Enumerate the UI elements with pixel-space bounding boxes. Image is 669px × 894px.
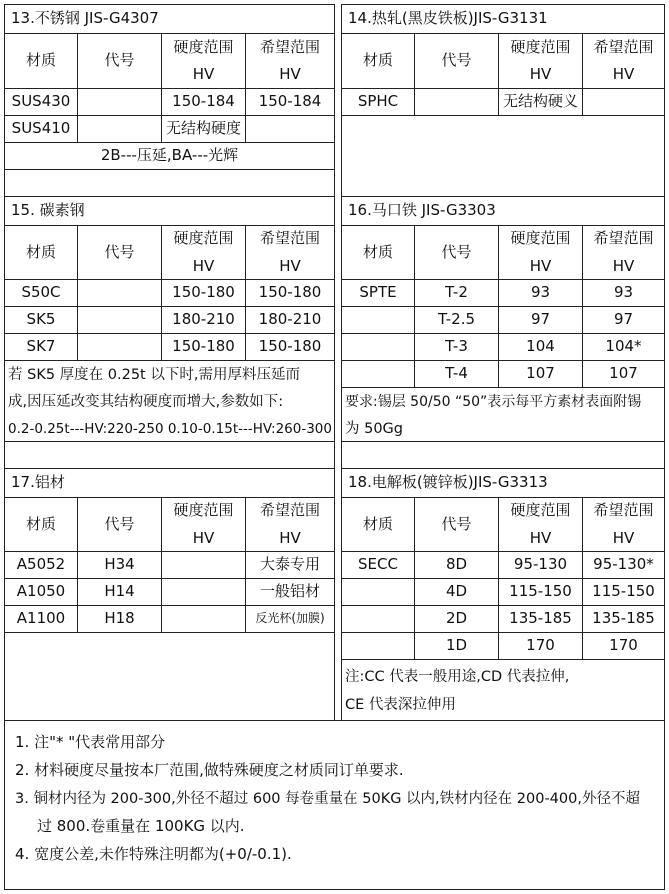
s15-header-hardness-line1: 硬度范围 xyxy=(173,229,234,248)
s13-row2-hardness: 无结构硬度 xyxy=(161,115,246,143)
s16-row2-wanted: 97 xyxy=(582,306,665,334)
section-18-title: 18.电解板(镀锌板)JIS-G3313 xyxy=(341,468,665,498)
s13-header-code: 代号 xyxy=(77,33,162,89)
s16-row4-material xyxy=(341,360,415,388)
s14-header-code: 代号 xyxy=(414,33,499,89)
s16-header-material: 材质 xyxy=(341,225,415,280)
s18-row3-code: 2D xyxy=(414,605,499,633)
section-14-title: 14.热轧(黑皮铁板)JIS-G3131 xyxy=(341,4,665,34)
s15-header-material: 材质 xyxy=(4,225,78,280)
s17-header-hardness-line2: HV xyxy=(192,528,215,547)
s15-empty-row xyxy=(4,441,335,469)
s13-header-wanted xyxy=(245,33,335,89)
s17-row3-wanted: 反光杯(加膜) xyxy=(245,605,335,633)
s16-header-hardness-line2: HV xyxy=(529,256,552,275)
s14-header-hardness-line1: 硬度范围 xyxy=(510,37,571,56)
s18-row2-code: 4D xyxy=(414,578,499,606)
s16-row2-material xyxy=(341,306,415,334)
s17-row2-code: H14 xyxy=(77,578,162,606)
s16-header-hardness xyxy=(498,225,583,280)
s18-row1-wanted: 95-130* xyxy=(582,551,665,579)
s13-header-hardness-line2: HV xyxy=(192,65,215,83)
s13-header-wanted-line2: HV xyxy=(279,65,301,83)
s14-empty-area xyxy=(341,115,665,197)
s17-row1-code: H34 xyxy=(77,551,162,579)
s14-header-hardness-line2: HV xyxy=(529,65,552,83)
s13-header-wanted-line1: 希望范围 xyxy=(259,37,320,56)
s13-row1-wanted: 150-184 xyxy=(245,88,335,116)
s15-header-hardness xyxy=(161,225,246,280)
section-13-title: 13.不锈钢 JIS-G4307 xyxy=(4,4,335,34)
s16-row4-hardness: 107 xyxy=(498,360,583,388)
s16-empty-row xyxy=(341,441,665,469)
s18-row2-hardness: 115-150 xyxy=(498,578,583,606)
s17-header-material: 材质 xyxy=(4,497,78,552)
s16-row3-material xyxy=(341,333,415,361)
s18-row2-wanted: 115-150 xyxy=(582,578,665,606)
s16-note-line1: 要求:锡层 50/50 “50”表示每平方素材表面附锡 xyxy=(345,394,642,410)
s13-row2-code xyxy=(77,115,162,143)
s14-row1-wanted xyxy=(582,88,665,116)
s16-row2-hardness: 97 xyxy=(498,306,583,334)
note-3-line1: 3. 铜材内径为 200-300,外径不超过 600 每卷重量在 50KG 以内,铁材内径在 200-400,外径不超 xyxy=(15,791,640,807)
s17-row2-wanted: 一般铝材 xyxy=(245,578,335,606)
note-3-line2: 过 800.卷重量在 100KG 以内. xyxy=(37,817,245,835)
s14-header-material: 材质 xyxy=(341,33,415,89)
s13-header-hardness-line1: 硬度范围 xyxy=(173,37,234,56)
s18-row1-code: 8D xyxy=(414,551,499,579)
s13-row1-hardness: 150-184 xyxy=(161,88,246,116)
s17-empty-area xyxy=(4,632,335,721)
s15-row3-hardness: 150-180 xyxy=(161,333,246,361)
s15-header-hardness-line2: HV xyxy=(192,256,215,275)
section-17-title: 17.铝材 xyxy=(4,468,335,498)
s15-row1-material: S50C xyxy=(4,279,78,307)
s15-row2-hardness: 180-210 xyxy=(161,306,246,334)
s18-note-line1: 注:CC 代表一般用途,CD 代表拉伸, xyxy=(345,669,570,685)
s13-note: 2B---压延,BA---光辉 xyxy=(4,142,335,170)
s16-header-code: 代号 xyxy=(414,225,499,280)
s17-row1-wanted: 大泰专用 xyxy=(245,551,335,579)
s17-header-wanted-line2: HV xyxy=(279,528,301,547)
s15-row3-material: SK7 xyxy=(4,333,78,361)
s15-row1-wanted: 150-180 xyxy=(245,279,335,307)
s13-header-material: 材质 xyxy=(4,33,78,89)
s16-header-wanted xyxy=(582,225,665,280)
s17-header-code: 代号 xyxy=(77,497,162,552)
s18-header-wanted-line2: HV xyxy=(612,528,635,547)
s18-header-hardness-line2: HV xyxy=(529,528,552,547)
note-4: 4. 宽度公差,未作特殊注明都为(+0/-0.1). xyxy=(15,845,292,863)
s17-row2-material: A1050 xyxy=(4,578,78,606)
s14-row1-material: SPHC xyxy=(341,88,415,116)
s15-row1-code xyxy=(77,279,162,307)
s16-header-hardness-line1: 硬度范围 xyxy=(510,229,571,248)
s16-row1-hardness: 93 xyxy=(498,279,583,307)
s16-row3-hardness: 104 xyxy=(498,333,583,361)
section-15-title: 15. 碳素钢 xyxy=(4,196,335,226)
s13-row2-wanted xyxy=(245,115,335,143)
s18-header-code: 代号 xyxy=(414,497,499,552)
s15-row3-wanted: 150-180 xyxy=(245,333,335,361)
note-1: 1. 注"* "代表常用部分 xyxy=(15,733,166,751)
s18-row3-wanted: 135-185 xyxy=(582,605,665,633)
s16-header-wanted-line1: 希望范围 xyxy=(593,229,654,248)
s17-header-hardness xyxy=(161,497,246,552)
s15-header-code: 代号 xyxy=(77,225,162,280)
s17-row3-hardness xyxy=(161,605,246,633)
s16-note-line2: 为 50Gg xyxy=(345,421,403,437)
general-notes-box xyxy=(4,720,665,890)
s17-row3-code: H18 xyxy=(77,605,162,633)
s18-note-line2: CE 代表深拉伸用 xyxy=(345,697,456,713)
s15-note-line2: 成,因压延改变其结构硬度而增大,参数如下: xyxy=(8,394,284,410)
s18-row2-material xyxy=(341,578,415,606)
s16-row1-wanted: 93 xyxy=(582,279,665,307)
s15-row2-wanted: 180-210 xyxy=(245,306,335,334)
s13-header-hardness xyxy=(161,33,246,89)
s17-header-wanted xyxy=(245,497,335,552)
s15-row2-material: SK5 xyxy=(4,306,78,334)
s17-header-hardness-line1: 硬度范围 xyxy=(173,501,234,520)
s17-header-wanted-line1: 希望范围 xyxy=(259,501,320,520)
s14-row1-hardness: 无结构硬义 xyxy=(498,88,583,116)
s15-header-wanted xyxy=(245,225,335,280)
s15-header-wanted-line2: HV xyxy=(279,256,301,275)
s16-header-wanted-line2: HV xyxy=(612,256,635,275)
s17-row3-material: A1100 xyxy=(4,605,78,633)
s18-header-hardness-line1: 硬度范围 xyxy=(510,501,571,520)
s14-header-wanted-line2: HV xyxy=(612,65,635,83)
s18-row4-code: 1D xyxy=(414,632,499,660)
s15-note-line3: 0.2-0.25t---HV:220-250 0.10-0.15t---HV:260-300 xyxy=(8,421,332,437)
s15-row2-code xyxy=(77,306,162,334)
s17-row2-hardness xyxy=(161,578,246,606)
s18-header-wanted-line1: 希望范围 xyxy=(593,501,654,520)
s15-row1-hardness: 150-180 xyxy=(161,279,246,307)
s18-row4-material xyxy=(341,632,415,660)
s14-row1-code xyxy=(414,88,499,116)
s16-row2-code: T-2.5 xyxy=(414,306,499,334)
s13-row1-code xyxy=(77,88,162,116)
s14-header-wanted-line1: 希望范围 xyxy=(593,37,654,56)
s15-note-box xyxy=(4,360,335,442)
s18-row1-hardness: 95-130 xyxy=(498,551,583,579)
s16-row1-code: T-2 xyxy=(414,279,499,307)
s16-row3-code: T-3 xyxy=(414,333,499,361)
note-2: 2. 材料硬度尽量按本厂范围,做特殊硬度之材质同订单要求. xyxy=(15,761,404,779)
s18-row3-material xyxy=(341,605,415,633)
s14-header-hardness xyxy=(498,33,583,89)
section-16-title: 16.马口铁 JIS-G3303 xyxy=(341,196,665,226)
s14-header-wanted xyxy=(582,33,665,89)
s18-row4-hardness: 170 xyxy=(498,632,583,660)
s13-row2-material: SUS410 xyxy=(4,115,78,143)
s18-note-box xyxy=(341,659,665,721)
s17-row1-hardness xyxy=(161,551,246,579)
s15-row3-code xyxy=(77,333,162,361)
s18-header-hardness xyxy=(498,497,583,552)
s18-row4-wanted: 170 xyxy=(582,632,665,660)
s15-note-line1: 若 SK5 厚度在 0.25t 以下时,需用厚料压延而 xyxy=(8,367,300,383)
s18-header-material: 材质 xyxy=(341,497,415,552)
s17-row1-material: A5052 xyxy=(4,551,78,579)
s18-row3-hardness: 135-185 xyxy=(498,605,583,633)
s18-header-wanted xyxy=(582,497,665,552)
s16-note-box xyxy=(341,387,665,442)
s16-row4-wanted: 107 xyxy=(582,360,665,388)
s13-empty-row xyxy=(4,169,335,197)
s16-row1-material: SPTE xyxy=(341,279,415,307)
s13-row1-material: SUS430 xyxy=(4,88,78,116)
s16-row4-code: T-4 xyxy=(414,360,499,388)
s16-row3-wanted: 104* xyxy=(582,333,665,361)
s15-header-wanted-line1: 希望范围 xyxy=(259,229,320,248)
s18-row1-material: SECC xyxy=(341,551,415,579)
